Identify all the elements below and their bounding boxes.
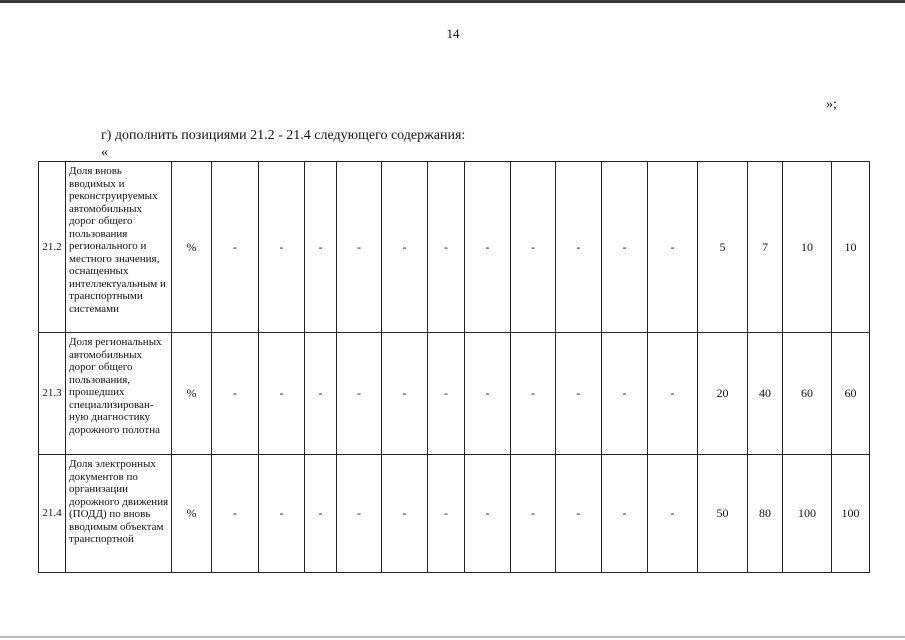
row-code: 21.2	[39, 162, 66, 333]
value-cell: -	[337, 162, 382, 333]
value-cell: -	[259, 162, 305, 333]
table-row	[39, 333, 870, 455]
value-cell: 40	[748, 333, 783, 455]
value-cell: -	[212, 333, 259, 455]
value-cell: -	[259, 455, 305, 573]
value-cell: -	[382, 162, 428, 333]
value-cell: -	[428, 333, 465, 455]
value-cell: -	[465, 162, 511, 333]
unit-cell: %	[172, 455, 212, 573]
value-cell: 80	[748, 455, 783, 573]
opening-quote: «	[101, 145, 108, 160]
page-bottom-edge	[0, 636, 905, 638]
unit-cell: %	[172, 333, 212, 455]
value-cell: -	[556, 455, 602, 573]
value-cell: 60	[783, 333, 832, 455]
value-cell: -	[337, 455, 382, 573]
value-cell: -	[465, 333, 511, 455]
value-cell: -	[648, 162, 698, 333]
value-cell: -	[305, 333, 337, 455]
value-cell: -	[602, 455, 648, 573]
value-cell: -	[259, 333, 305, 455]
value-cell: -	[648, 333, 698, 455]
value-cell: 7	[748, 162, 783, 333]
value-cell: -	[511, 455, 556, 573]
table-row	[39, 162, 870, 333]
indicator-name: Доля электронных документов по организации дорожного движения (ПОДД) по вновь вводимым объектам транспортной	[66, 455, 172, 573]
indicators-table	[38, 161, 870, 573]
row-code: 21.3	[39, 333, 66, 455]
value-cell: -	[428, 455, 465, 573]
value-cell: -	[212, 162, 259, 333]
value-cell: -	[556, 162, 602, 333]
value-cell: 10	[832, 162, 870, 333]
table-row	[39, 455, 870, 573]
value-cell: -	[382, 333, 428, 455]
amendment-instruction: г) дополнить позициями 21.2 - 21.4 следующего содержания:	[101, 128, 466, 143]
value-cell: -	[212, 455, 259, 573]
value-cell: -	[602, 162, 648, 333]
value-cell: 50	[698, 455, 748, 573]
value-cell: -	[382, 455, 428, 573]
value-cell: -	[305, 162, 337, 333]
value-cell: 20	[698, 333, 748, 455]
row-code: 21.4	[39, 455, 66, 573]
value-cell: -	[511, 162, 556, 333]
page-number: 14	[446, 26, 460, 41]
value-cell: -	[556, 333, 602, 455]
value-cell: -	[337, 333, 382, 455]
value-cell: 100	[832, 455, 870, 573]
value-cell: 100	[783, 455, 832, 573]
value-cell: -	[428, 162, 465, 333]
closing-quote: »;	[826, 97, 837, 112]
value-cell: 5	[698, 162, 748, 333]
value-cell: -	[511, 333, 556, 455]
value-cell: -	[305, 455, 337, 573]
indicator-name: Доля региональных автомобильных дорог общего пользования, прошедших специализирован-ную диагностику дорожного полотна	[66, 333, 172, 455]
unit-cell: %	[172, 162, 212, 333]
value-cell: -	[648, 455, 698, 573]
value-cell: -	[465, 455, 511, 573]
value-cell: -	[602, 333, 648, 455]
value-cell: 10	[783, 162, 832, 333]
page-top-edge	[0, 0, 905, 3]
indicator-name: Доля вновь вводимых и реконструируемых автомобильных дорог общего пользования регионального и местного значения, оснащенных интеллектуальным и транспортными системами	[66, 162, 172, 333]
value-cell: 60	[832, 333, 870, 455]
